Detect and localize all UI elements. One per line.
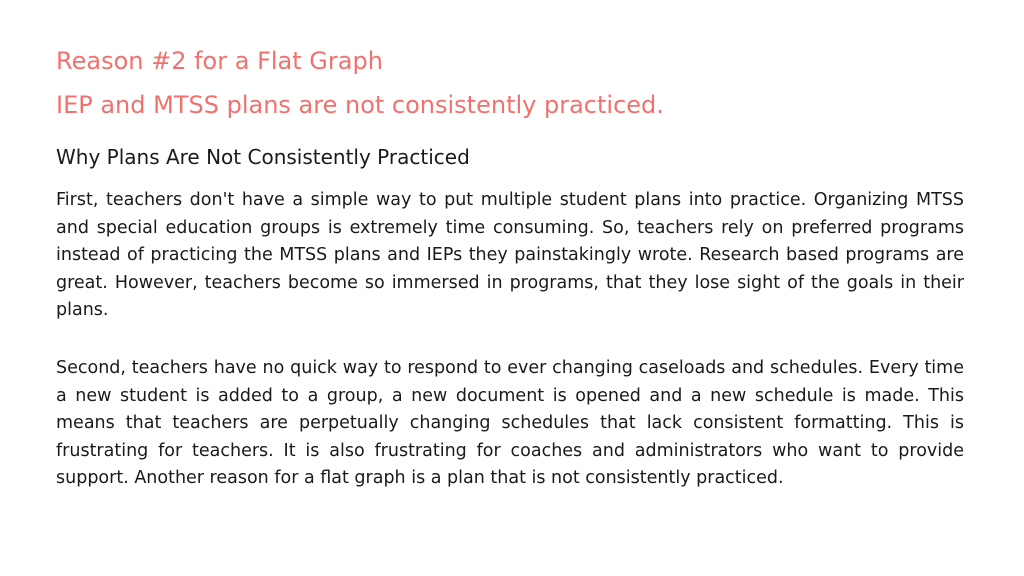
section-heading: Why Plans Are Not Consistently Practiced xyxy=(56,145,470,169)
body-paragraph-1: First, teachers don't have a simple way to put multiple student plans into practice. Organizing MTSS and special education groups is extremely time consuming. So, teachers rely on preferred programs instead of practicing the MTSS plans and IEPs they painstakingly wrote. Research based programs are great. However, teachers become so immersed in programs, that they lose sight of the goals in their plans. xyxy=(56,190,964,320)
slide-title: Reason #2 for a Flat Graph xyxy=(56,47,383,75)
body-paragraph-2: Second, teachers have no quick way to respond to ever changing caseloads and schedules. Every time a new student is added to a group, a new document is opened and a new schedule is made. This means that teachers are perpetually changing schedules that lack consistent formatting. This is frustrating for teachers. It is also frustrating for coaches and administrators who want to provide support. Another reason for a flat graph is a plan that is not consistently practiced. xyxy=(56,358,964,488)
slide-subtitle: IEP and MTSS plans are not consistently practiced. xyxy=(56,91,664,119)
